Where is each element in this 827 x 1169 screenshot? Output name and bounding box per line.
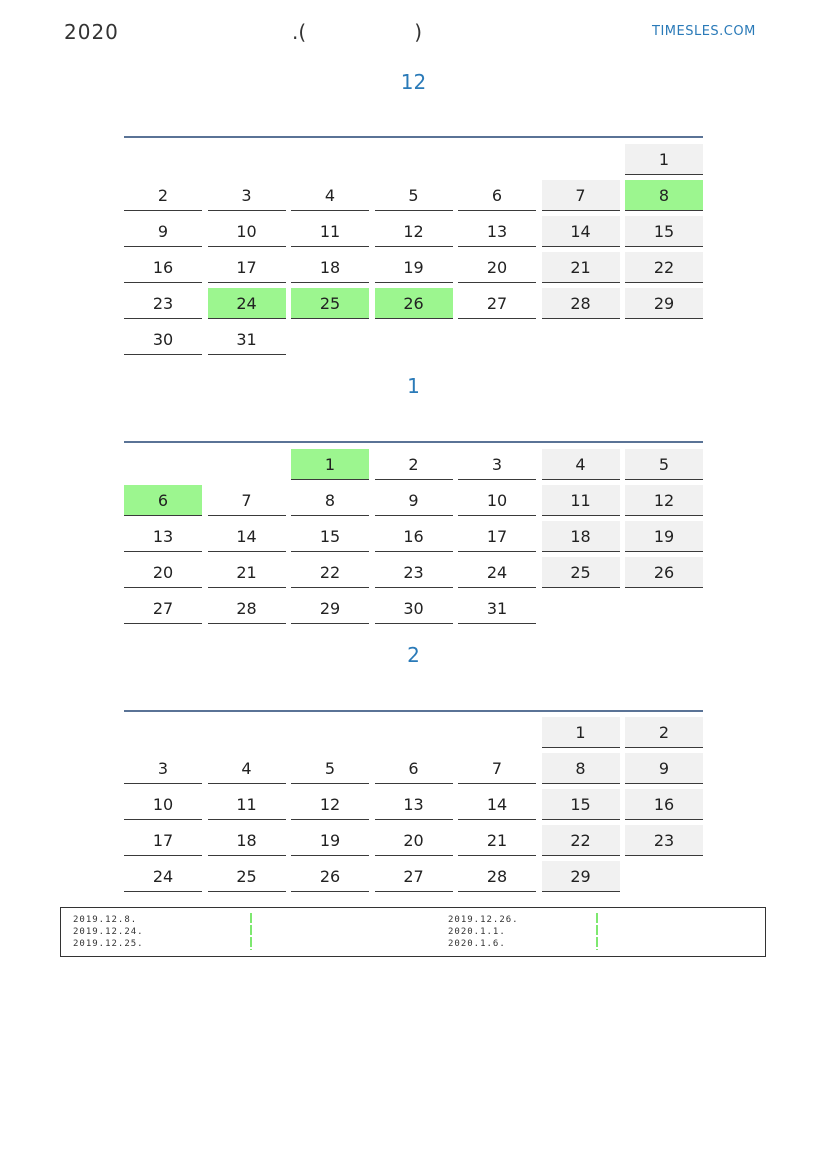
calendar-day: 27 — [375, 861, 453, 892]
calendar-day: 23 — [375, 557, 453, 588]
calendar-day: 18 — [291, 252, 369, 283]
month-title: 1 — [407, 374, 420, 398]
legend-left-column — [73, 914, 144, 950]
legend-date: 2019.12.26. — [448, 915, 519, 925]
calendar-day: 28 — [208, 593, 286, 624]
calendar-day: 5 — [375, 180, 453, 211]
calendar-day: 23 — [625, 825, 703, 856]
calendar-day: 30 — [124, 324, 202, 355]
calendar-day: 16 — [124, 252, 202, 283]
month-rule — [124, 710, 703, 712]
page-title: 2020 — [64, 20, 119, 44]
legend-date: 2019.12.25. — [73, 939, 144, 949]
legend-right-column — [448, 914, 519, 950]
calendar-day: 4 — [208, 753, 286, 784]
site-brand-link[interactable]: TIMESLES.COM — [652, 24, 756, 39]
calendar-day: 5 — [291, 753, 369, 784]
calendar-day: 2 — [124, 180, 202, 211]
calendar-day: 11 — [291, 216, 369, 247]
calendar-day: 12 — [625, 485, 703, 516]
calendar-day: 19 — [375, 252, 453, 283]
calendar-day: 29 — [291, 593, 369, 624]
legend-date: 2019.12.8. — [73, 915, 138, 925]
calendar-day: 1 — [625, 144, 703, 175]
calendar-day: 12 — [291, 789, 369, 820]
calendar-day: 13 — [375, 789, 453, 820]
calendar-day: 24 — [124, 861, 202, 892]
calendar-day: 27 — [458, 288, 536, 319]
calendar-day: 28 — [542, 288, 620, 319]
calendar-day: 8 — [542, 753, 620, 784]
calendar-day: 29 — [625, 288, 703, 319]
calendar-day: 11 — [542, 485, 620, 516]
calendar-day: 3 — [458, 449, 536, 480]
calendar-day: 1 — [291, 449, 369, 480]
calendar-day: 7 — [208, 485, 286, 516]
calendar-day: 4 — [542, 449, 620, 480]
calendar-day: 21 — [542, 252, 620, 283]
calendar-day: 18 — [208, 825, 286, 856]
calendar-day: 4 — [291, 180, 369, 211]
calendar-day: 19 — [625, 521, 703, 552]
calendar-day: 13 — [458, 216, 536, 247]
calendar-day: 25 — [208, 861, 286, 892]
calendar-day: 6 — [458, 180, 536, 211]
calendar-day: 6 — [375, 753, 453, 784]
calendar-day: 7 — [458, 753, 536, 784]
calendar-day: 17 — [458, 521, 536, 552]
calendar-day: 19 — [291, 825, 369, 856]
calendar-day: 3 — [124, 753, 202, 784]
calendar-day: 21 — [458, 825, 536, 856]
calendar-day: 5 — [625, 449, 703, 480]
calendar-day: 30 — [375, 593, 453, 624]
calendar-day: 26 — [625, 557, 703, 588]
calendar-day: 20 — [375, 825, 453, 856]
calendar-day: 29 — [542, 861, 620, 892]
calendar-day: 16 — [375, 521, 453, 552]
calendar-day: 14 — [208, 521, 286, 552]
legend-date: 2020.1.1. — [448, 927, 506, 937]
calendar-day: 13 — [124, 521, 202, 552]
calendar-day: 15 — [542, 789, 620, 820]
month-title: 12 — [400, 70, 427, 94]
legend-holiday-marker — [250, 913, 252, 950]
calendar-day: 10 — [124, 789, 202, 820]
calendar-day: 8 — [291, 485, 369, 516]
calendar-day: 18 — [542, 521, 620, 552]
calendar-day: 21 — [208, 557, 286, 588]
legend-holiday-marker — [596, 913, 598, 950]
calendar-day: 27 — [124, 593, 202, 624]
calendar-day: 9 — [625, 753, 703, 784]
calendar-day: 6 — [124, 485, 202, 516]
calendar-day: 10 — [208, 216, 286, 247]
calendar-day: 31 — [208, 324, 286, 355]
calendar-day: 1 — [542, 717, 620, 748]
month-rule — [124, 136, 703, 138]
calendar-day: 25 — [291, 288, 369, 319]
calendar-day: 16 — [625, 789, 703, 820]
calendar-day: 15 — [291, 521, 369, 552]
calendar-day: 22 — [542, 825, 620, 856]
calendar-day: 2 — [625, 717, 703, 748]
calendar-day: 20 — [458, 252, 536, 283]
calendar-day: 8 — [625, 180, 703, 211]
calendar-day: 10 — [458, 485, 536, 516]
calendar-day: 26 — [291, 861, 369, 892]
calendar-day: 24 — [458, 557, 536, 588]
calendar-day: 23 — [124, 288, 202, 319]
holiday-legend — [60, 907, 766, 957]
calendar-day: 28 — [458, 861, 536, 892]
calendar-day: 25 — [542, 557, 620, 588]
month-rule — [124, 441, 703, 443]
calendar-day: 14 — [458, 789, 536, 820]
legend-date: 2020.1.6. — [448, 939, 506, 949]
calendar-day: 12 — [375, 216, 453, 247]
calendar-day: 31 — [458, 593, 536, 624]
calendar-day: 24 — [208, 288, 286, 319]
calendar-day: 14 — [542, 216, 620, 247]
calendar-day: 11 — [208, 789, 286, 820]
calendar-day: 17 — [124, 825, 202, 856]
legend-date: 2019.12.24. — [73, 927, 144, 937]
calendar-day: 9 — [124, 216, 202, 247]
calendar-day: 15 — [625, 216, 703, 247]
title-parenthesis: .( ) — [292, 20, 423, 44]
calendar-day: 17 — [208, 252, 286, 283]
calendar-day: 7 — [542, 180, 620, 211]
calendar-day: 22 — [625, 252, 703, 283]
month-title: 2 — [407, 643, 420, 667]
calendar-day: 22 — [291, 557, 369, 588]
calendar-day: 2 — [375, 449, 453, 480]
calendar-day: 20 — [124, 557, 202, 588]
calendar-day: 26 — [375, 288, 453, 319]
calendar-day: 9 — [375, 485, 453, 516]
calendar-day: 3 — [208, 180, 286, 211]
